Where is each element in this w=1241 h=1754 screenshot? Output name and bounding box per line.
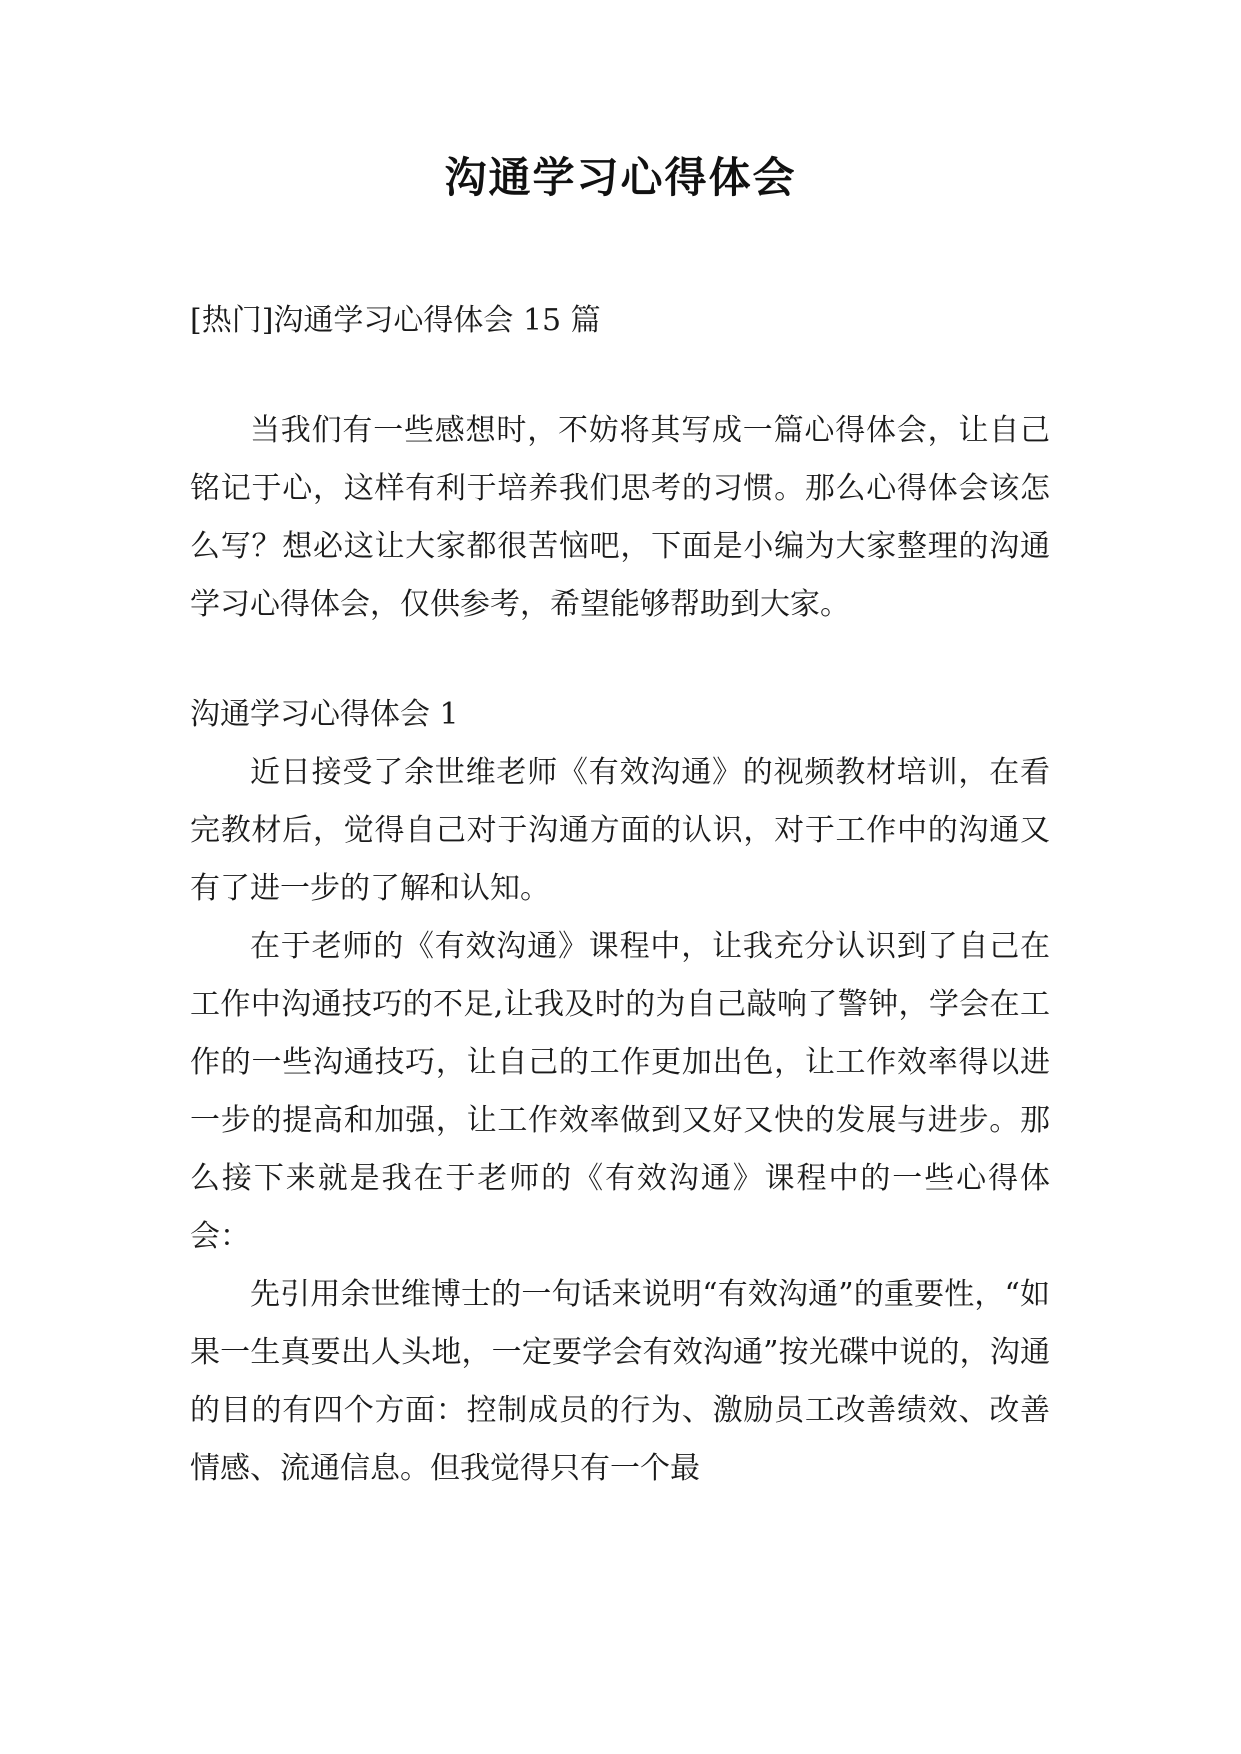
page-title: 沟通学习心得体会	[444, 153, 797, 202]
body-paragraph-1: 近日接受了余世维老师《有效沟通》的视频教材培训，在看完教材后，觉得自己对于沟通方面的认识，对于工作中的沟通又有了进一步的了解和认知。	[190, 755, 1050, 906]
intro-paragraph: 当我们有一些感想时，不妨将其写成一篇心得体会，让自己铭记于心，这样有利于培养我们思考的习惯。那么心得体会该怎么写？想必这让大家都很苦恼吧，下面是小编为大家整理的沟通学习心得体会，仅供参考，希望能够帮助到大家。	[190, 413, 1050, 622]
section-heading: 沟通学习心得体会 1	[190, 697, 459, 732]
body-paragraph-3: 先引用余世维博士的一句话来说明“有效沟通”的重要性，“如果一生真要出人头地，一定要学会有效沟通”按光碟中说的，沟通的目的有四个方面：控制成员的行为、激励员工改善绩效、改善情感、流通信息。但我觉得只有一个最	[190, 1277, 1050, 1486]
document-subtitle: [热门]沟通学习心得体会 15 篇	[190, 303, 601, 338]
document-body	[190, 292, 1050, 1498]
body-paragraph-2: 在于老师的《有效沟通》课程中，让我充分认识到了自己在工作中沟通技巧的不足,让我及时的为自己敲响了警钟，学会在工作的一些沟通技巧，让自己的工作更加出色，让工作效率得以进一步的提高和加强，让工作效率做到又好又快的发展与进步。那么接下来就是我在于老师的《有效沟通》课程中的一些心得体会：	[190, 929, 1050, 1254]
